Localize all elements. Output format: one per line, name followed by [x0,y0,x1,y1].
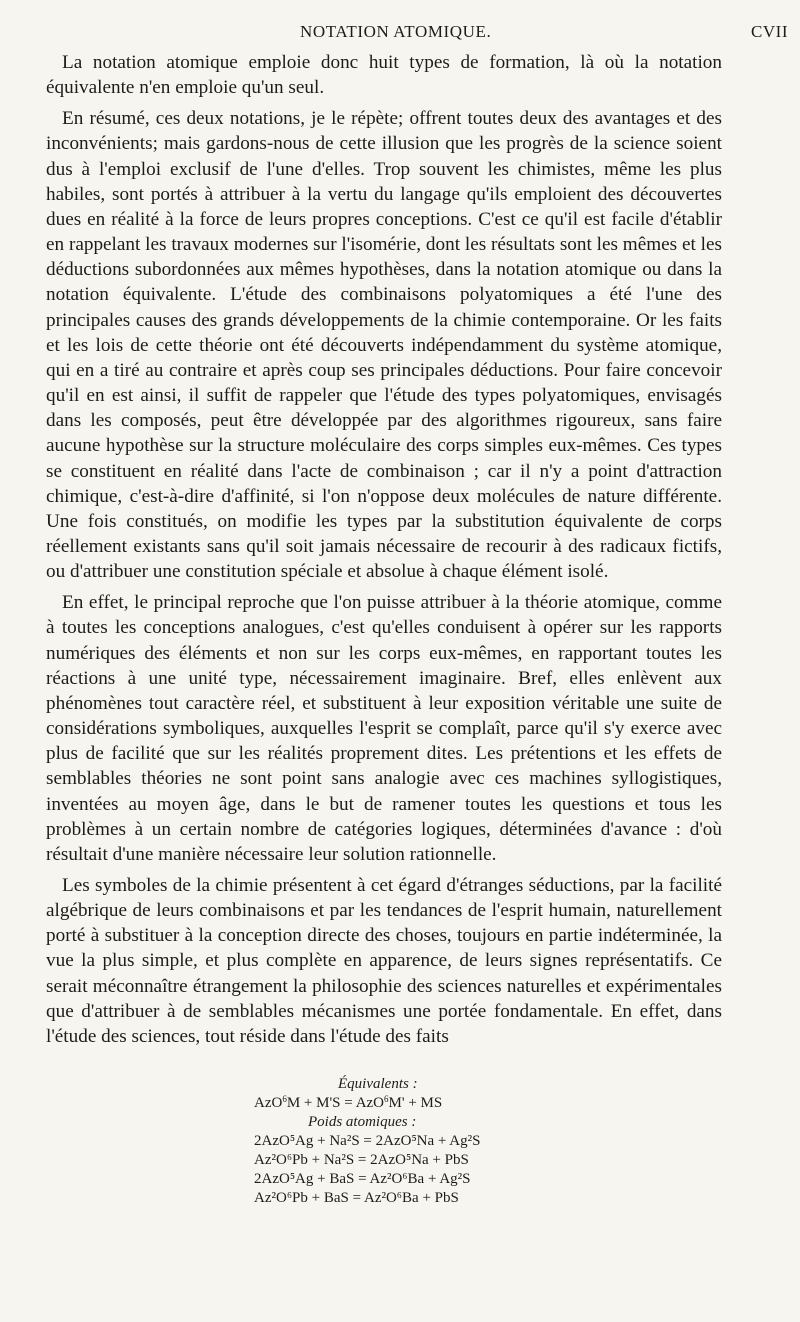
atomic-equation: 2AzO⁵Ag + BaS = Az²O⁶Ba + Ag²S [254,1171,471,1187]
paragraph: En effet, le principal reproche que l'on puisse attribuer à la théorie atomique, comme à toutes les conceptions analogues, c'est qu'elles conduisent à opérer sur les rapports numériques des éléments et non sur les corps eux-mêmes, en rapportant toutes les réactions à une unité type, nécessairement imaginaire. Bref, elles enlèvent aux phénomènes tout caractère réel, et substituent à leur exposition véritable une suite de considérations symboliques, auxquelles l'esprit se complaît, parce qu'il s'y exerce avec plus de facilité que sur les réalités proprement dites. Les prétentions et les effets de semblables théories ne sont point sans analogie avec ces machines syllogistiques, inventées au moyen âge, dans le but de ramener toutes les questions et tous les problèmes à un certain nombre de catégories logiques, déterminées d'avance : d'où résultait d'une manière nécessaire leur solution rationnelle. [46,592,722,865]
atomic-equation: Az²O⁶Pb + BaS = Az²O⁶Ba + PbS [254,1190,459,1206]
paragraph: Les symboles de la chimie présentent à cet égard d'étranges séductions, par la facilité algébrique de leurs combinaisons et par les tendances de l'esprit humain, naturellement porté à substituer à la conception directe des choses, toujours en partie indéterminée, la vue la plus simple, et plus complète en apparence, de leurs signes représentatifs. Ce serait méconnaître étrangement la philosophie des sciences naturelles et expérimentales que d'attribuer à de semblables mécanismes une portée fondamentale. En effet, dans l'étude des sciences, tout réside dans l'étude des faits [46,875,722,1047]
running-header [0,22,800,46]
atomic-equation: 2AzO⁵Ag + Na²S = 2AzO⁵Na + Ag²S [254,1133,481,1149]
page-number: CVII [751,22,788,41]
atomic-weights-heading: Poids atomiques : [308,1114,417,1130]
equivalents-equation: AzO$^6$M + M'S = AzO$^6$M' + MS [254,1094,443,1111]
body-text [46,50,722,1055]
running-title: NOTATION ATOMIQUE. [300,22,492,41]
formula-block [230,1075,550,1208]
paragraph: La notation atomique emploie donc huit types de formation, là où la notation équivalente n'en emploie qu'un seul. [46,52,722,99]
paragraph: En résumé, ces deux notations, je le répète; offrent toutes deux des avantages et des inconvénients; mais gardons-nous de cette illusion que les progrès de la science soient dus à l'emploi exclusif de l'une d'elles. Trop souvent les chimistes, même les plus habiles, sont portés à attribuer à la vertu du langage qu'ils emploient des découvertes dues en réalité à la force de leurs propres conceptions. C'est ce qu'il est facile d'établir en rappelant les travaux modernes sur l'isomérie, dont les résultats sont les mêmes et les déductions subordonnées aux mêmes hypothèses, dans la notation atomique ou dans la notation équivalente. L'étude des combinaisons polyatomiques a été l'une des principales causes des grands développements de la chimie contemporaine. Or les faits et les lois de cette théorie ont été découverts indépendamment du système atomique, qui en a tiré au contraire et après coup ses principales déductions. Pour faire concevoir qu'il en est ainsi, il suffit de rappeler que l'étude des types polyatomiques, envisagés dans les composés, peut être développée par des algorithmes rigoureux, sans faire aucune hypothèse sur la structure moléculaire des corps simples eux-mêmes. Ces types se constituent en réalité dans l'acte de combinaison ; car il n'y a point d'attraction chimique, c'est-à-dire d'affinité, si l'on n'oppose deux molécules de nature différente. Une fois constitués, on modifie les types par la substitution équivalente de corps réellement existants sans qu'il soit jamais nécessaire de recourir à des radicaux fictifs, ou d'attribuer une constitution spéciale et absolue à chaque élément isolé. [46,108,722,583]
atomic-equation: Az²O⁶Pb + Na²S = 2AzO⁵Na + PbS [254,1152,469,1168]
equivalents-heading: Équivalents : [338,1076,418,1092]
